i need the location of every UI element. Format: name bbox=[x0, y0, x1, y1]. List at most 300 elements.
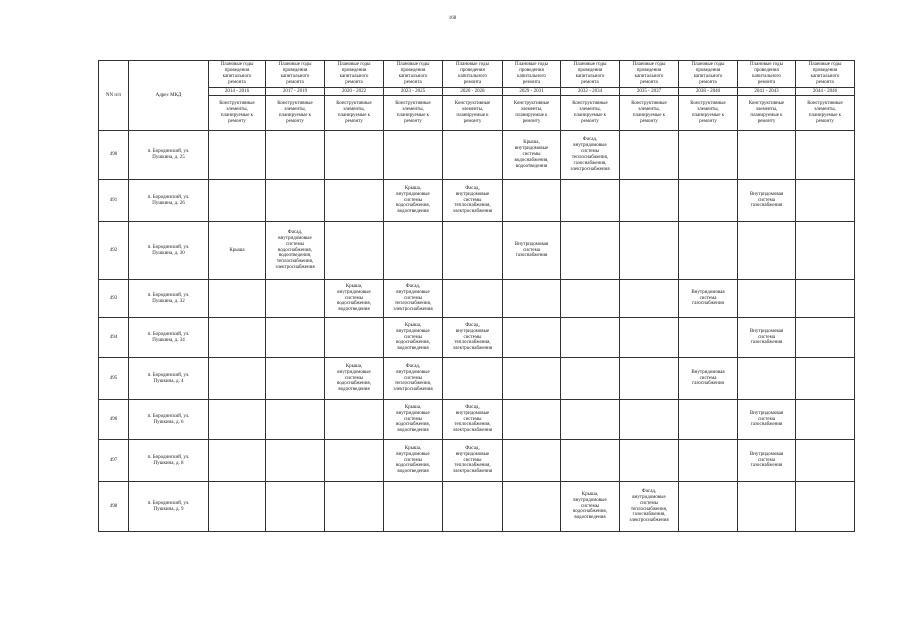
elements-header-cell bbox=[325, 96, 384, 131]
page-number: 168 bbox=[448, 16, 457, 21]
repair-element-line: Крыша, bbox=[523, 140, 540, 146]
elements-header-line: планируемые к bbox=[691, 113, 725, 118]
repair-element-line: водоотведения bbox=[397, 469, 429, 475]
repair-element-line: Внутридомовая bbox=[514, 241, 549, 247]
repair-elements-cell bbox=[266, 440, 325, 482]
repair-elements-cell bbox=[561, 222, 620, 280]
period-title-line: ремонта bbox=[816, 79, 834, 85]
repair-element-line: водоотведения bbox=[397, 209, 429, 215]
row-number: 496 bbox=[99, 400, 129, 440]
repair-elements-cell bbox=[325, 222, 384, 280]
table-row bbox=[99, 400, 855, 440]
repair-elements-cell bbox=[620, 318, 679, 358]
elements-header-line: ремонту bbox=[581, 118, 599, 124]
repair-elements-cell bbox=[209, 400, 266, 440]
elements-header-line: ремонту bbox=[757, 118, 776, 124]
repair-elements-cell bbox=[443, 222, 503, 280]
repair-elements-cell bbox=[384, 180, 443, 222]
elements-header-line: ремонту bbox=[699, 118, 717, 124]
period-title-line: проведения bbox=[224, 68, 250, 74]
repair-elements-cell bbox=[443, 400, 503, 440]
elements-header-line: планируемые к bbox=[632, 113, 666, 118]
period-years-cell: 2035 - 2037 bbox=[620, 88, 679, 96]
period-title-line: проведения bbox=[754, 68, 779, 74]
address-line: Пушкина, д. 26 bbox=[152, 200, 185, 206]
repair-elements-cell bbox=[325, 482, 384, 532]
elements-header-cell bbox=[796, 96, 855, 131]
row-address bbox=[129, 400, 209, 440]
repair-elements-cell bbox=[620, 180, 679, 222]
repair-element-line: системы bbox=[344, 295, 364, 301]
row-number: 491 bbox=[99, 180, 129, 222]
repair-element-line: внутридомовые bbox=[455, 410, 490, 416]
repair-element-line: Фасад, bbox=[465, 404, 480, 410]
repair-element-line: водоснабжения, bbox=[337, 381, 371, 387]
repair-element-line: Крыша, bbox=[404, 322, 422, 328]
address-line: Пушкина, д. 25 bbox=[152, 155, 185, 160]
row-address bbox=[129, 280, 209, 318]
repair-elements-cell bbox=[325, 440, 384, 482]
repair-elements-cell bbox=[503, 180, 561, 222]
repair-element-line: внутридомовые bbox=[455, 451, 490, 457]
period-years-cell: 2014 - 2016 bbox=[209, 88, 266, 96]
elements-header-line: планируемые к bbox=[515, 113, 548, 118]
period-years-cell: 2020 - 2022 bbox=[325, 88, 384, 96]
period-title-line: ремонта bbox=[581, 79, 599, 85]
repair-element-line: электроснабжения bbox=[570, 166, 610, 172]
repair-element-line: газоснабжения bbox=[750, 340, 783, 346]
elements-header-line: элементы, bbox=[814, 107, 836, 113]
repair-elements-cell bbox=[796, 440, 855, 482]
repair-elements-cell bbox=[796, 180, 855, 222]
repair-elements-cell bbox=[384, 131, 443, 180]
period-title-line: Плановые годы bbox=[396, 62, 430, 68]
repair-elements-cell bbox=[503, 222, 561, 280]
address-line: п. Бородинский, ул. bbox=[147, 292, 190, 298]
repair-element-line: водоснабжения, bbox=[396, 340, 430, 346]
repair-element-line: Внутридомовая bbox=[749, 328, 784, 334]
repair-elements-cell bbox=[738, 482, 796, 532]
repair-element-line: газоснабжения bbox=[692, 301, 724, 307]
repair-element-line: водоснабжения, bbox=[337, 301, 371, 307]
repair-element-line: Фасад, bbox=[287, 229, 303, 235]
repair-elements-cell bbox=[620, 222, 679, 280]
elements-header-line: элементы, bbox=[638, 107, 660, 113]
repair-element-line: Фасад, bbox=[641, 488, 657, 494]
repair-element-line: водоснабжения, bbox=[396, 463, 430, 469]
repair-elements-cell bbox=[620, 358, 679, 400]
repair-element-line: Крыша, bbox=[345, 363, 363, 369]
elements-header-cell bbox=[679, 96, 738, 131]
repair-element-line: внутридомовые bbox=[337, 369, 371, 375]
address-line: п. Бородинский, ул. bbox=[147, 194, 190, 200]
elements-header-line: Конструктивные bbox=[690, 101, 726, 107]
repair-elements-cell bbox=[209, 180, 266, 222]
repair-elements-cell bbox=[209, 482, 266, 532]
repair-element-line: Крыша, bbox=[404, 404, 422, 410]
repair-element-line: системы bbox=[285, 241, 305, 247]
repair-element-line: Крыша bbox=[229, 247, 245, 253]
repair-element-line: Внутридомовая bbox=[691, 369, 725, 375]
period-title-line: капитального bbox=[634, 74, 664, 79]
repair-element-line: системы bbox=[344, 375, 364, 381]
repair-element-line: Фасад, bbox=[465, 445, 480, 451]
address-line: п. Бородинский, ул. bbox=[147, 413, 190, 419]
repair-element-line: электроснабжения bbox=[275, 265, 315, 271]
period-title-line: Плановые годы bbox=[632, 62, 666, 68]
elements-header-cell bbox=[209, 96, 266, 131]
repair-element-line: электроснабжения bbox=[452, 428, 493, 434]
period-title-line: ремонта bbox=[345, 79, 363, 85]
repair-elements-cell bbox=[384, 318, 443, 358]
elements-header-cell bbox=[384, 96, 443, 131]
repair-element-line: системы bbox=[580, 149, 600, 155]
repair-elements-cell bbox=[443, 318, 503, 358]
repair-element-line: система bbox=[758, 457, 775, 463]
repair-elements-cell bbox=[620, 400, 679, 440]
header-row-period-years bbox=[99, 88, 855, 96]
address-line: Пушкина, д. 9 bbox=[153, 506, 184, 512]
repair-element-line: теплоснабжения, bbox=[454, 203, 491, 209]
repair-element-line: внутридомовые bbox=[396, 451, 430, 457]
repair-element-line: теплоснабжения, bbox=[630, 506, 668, 512]
repair-elements-cell bbox=[443, 482, 503, 532]
repair-elements-cell bbox=[384, 440, 443, 482]
repair-element-line: системы bbox=[403, 334, 423, 340]
repair-elements-cell bbox=[561, 482, 620, 532]
repair-elements-cell bbox=[679, 131, 738, 180]
period-title-cell bbox=[561, 61, 620, 88]
repair-elements-cell bbox=[503, 358, 561, 400]
address-line: п. Бородинский, ул. bbox=[147, 331, 190, 337]
repair-elements-cell bbox=[796, 318, 855, 358]
repair-element-line: Крыша, bbox=[345, 283, 363, 289]
period-title-cell bbox=[209, 61, 266, 88]
repair-element-line: Внутридомовая bbox=[749, 451, 784, 457]
repair-element-line: Фасад, bbox=[405, 363, 421, 369]
period-years-cell: 2026 - 2028 bbox=[443, 88, 503, 96]
address-line: Пушкина, д. 6 bbox=[153, 419, 184, 425]
address-line: п. Бородинский, ул. bbox=[147, 500, 190, 506]
elements-header-line: ремонту bbox=[404, 118, 422, 124]
elements-header-line: ремонту bbox=[463, 118, 482, 124]
repair-elements-cell bbox=[738, 180, 796, 222]
period-title-line: проведения bbox=[577, 68, 603, 74]
repair-elements-cell bbox=[384, 222, 443, 280]
period-title-line: проведения bbox=[695, 68, 721, 74]
period-title-line: Плановые годы bbox=[691, 62, 725, 68]
repair-element-line: системы bbox=[463, 457, 482, 463]
repair-element-line: система bbox=[523, 247, 540, 253]
address-line: Пушкина, д. 32 bbox=[152, 298, 185, 304]
period-title-cell bbox=[384, 61, 443, 88]
period-title-line: капитального bbox=[398, 74, 428, 79]
row-address bbox=[129, 222, 209, 280]
repair-elements-cell bbox=[209, 440, 266, 482]
period-years-cell: 2017 - 2019 bbox=[266, 88, 325, 96]
elements-header-cell bbox=[620, 96, 679, 131]
period-title-line: капитального bbox=[458, 74, 487, 79]
elements-header-cell bbox=[266, 96, 325, 131]
period-title-line: капитального bbox=[810, 74, 840, 79]
repair-elements-cell bbox=[738, 131, 796, 180]
row-number: 494 bbox=[99, 318, 129, 358]
elements-header-line: Конструктивные bbox=[807, 101, 843, 107]
repair-element-line: газоснабжения bbox=[750, 463, 783, 469]
period-title-line: проведения bbox=[341, 68, 367, 74]
repair-elements-cell bbox=[679, 358, 738, 400]
repair-elements-cell bbox=[503, 482, 561, 532]
repair-element-line: Внутридомовая bbox=[749, 410, 784, 416]
elements-header-line: ремонту bbox=[640, 118, 658, 124]
repair-element-line: теплоснабжения, bbox=[454, 422, 491, 428]
elements-header-line: элементы, bbox=[697, 107, 719, 113]
repair-elements-cell bbox=[561, 131, 620, 180]
repair-element-line: система bbox=[699, 375, 717, 381]
repair-elements-cell bbox=[384, 400, 443, 440]
table-row bbox=[99, 318, 855, 358]
repair-elements-cell bbox=[679, 280, 738, 318]
elements-header-line: планируемые к bbox=[337, 113, 371, 118]
repair-elements-cell bbox=[561, 358, 620, 400]
repair-element-line: внутридомовые bbox=[514, 146, 549, 152]
period-title-line: проведения bbox=[460, 68, 485, 74]
repair-element-line: внутридомовые bbox=[632, 494, 666, 500]
repair-elements-cell bbox=[796, 358, 855, 400]
repair-elements-cell bbox=[325, 358, 384, 400]
header-row-period-titles bbox=[99, 61, 855, 88]
elements-header-line: Конструктивные bbox=[631, 101, 667, 107]
repair-element-line: электроснабжения bbox=[393, 387, 433, 393]
row-address bbox=[129, 318, 209, 358]
repair-elements-cell bbox=[679, 180, 738, 222]
repair-element-line: системы bbox=[522, 152, 541, 158]
address-line: п. Бородинский, ул. bbox=[147, 372, 190, 378]
elements-header-cell bbox=[738, 96, 796, 131]
address-line: п. Бородинский, ул. bbox=[147, 149, 190, 155]
elements-header-line: Конструктивные bbox=[395, 101, 431, 107]
repair-elements-cell bbox=[209, 318, 266, 358]
elements-header-line: элементы, bbox=[343, 107, 365, 113]
repair-elements-cell bbox=[325, 280, 384, 318]
repair-elements-cell bbox=[384, 280, 443, 318]
repair-element-line: электроснабжения bbox=[393, 307, 433, 313]
period-title-line: Плановые годы bbox=[515, 62, 548, 68]
repair-elements-cell bbox=[796, 131, 855, 180]
repair-elements-cell bbox=[620, 440, 679, 482]
repair-element-line: внутридомовые bbox=[396, 369, 430, 375]
repair-element-line: теплоснабжения, bbox=[276, 259, 314, 265]
row-address bbox=[129, 358, 209, 400]
repair-element-line: внутридомовые bbox=[573, 143, 607, 149]
repair-element-line: системы bbox=[403, 375, 423, 381]
repair-element-line: теплоснабжения, bbox=[454, 340, 491, 346]
repair-element-line: Фасад, bbox=[405, 283, 421, 289]
row-address bbox=[129, 180, 209, 222]
period-title-line: ремонта bbox=[699, 79, 717, 85]
repair-elements-cell bbox=[620, 280, 679, 318]
repair-element-line: теплоснабжения, bbox=[394, 381, 432, 387]
repair-elements-cell bbox=[561, 440, 620, 482]
table-row bbox=[99, 358, 855, 400]
repair-element-line: электроснабжения bbox=[452, 346, 493, 352]
period-title-line: проведения bbox=[519, 68, 544, 74]
repair-element-line: водоотведения bbox=[397, 346, 429, 352]
period-title-cell bbox=[620, 61, 679, 88]
repair-element-line: системы bbox=[403, 457, 423, 463]
elements-header-line: Конструктивные bbox=[572, 101, 608, 107]
repair-elements-cell bbox=[679, 318, 738, 358]
period-title-line: Плановые годы bbox=[220, 62, 254, 68]
elements-header-cell bbox=[443, 96, 503, 131]
repair-elements-cell bbox=[738, 280, 796, 318]
repair-element-line: внутридомовые bbox=[278, 235, 312, 241]
period-years-cell: 2044 - 2046 bbox=[796, 88, 855, 96]
repair-elements-cell bbox=[443, 358, 503, 400]
period-title-cell bbox=[443, 61, 503, 88]
repair-element-line: Крыша, bbox=[581, 491, 599, 497]
repair-element-line: Фасад, bbox=[465, 185, 480, 191]
period-title-line: Плановые годы bbox=[278, 62, 312, 68]
repair-elements-cell bbox=[796, 222, 855, 280]
period-title-line: ремонта bbox=[640, 79, 658, 85]
repair-element-line: теплоснабжения, bbox=[454, 463, 491, 469]
repair-elements-cell bbox=[561, 180, 620, 222]
repair-elements-cell bbox=[325, 400, 384, 440]
repair-elements-cell bbox=[796, 280, 855, 318]
repair-element-line: водоснабжения, bbox=[396, 203, 430, 209]
repair-elements-cell bbox=[796, 482, 855, 532]
repair-element-line: Крыша, bbox=[404, 185, 422, 191]
elements-header-line: элементы, bbox=[284, 107, 306, 113]
period-title-line: капитального bbox=[575, 74, 605, 79]
repair-element-line: система bbox=[699, 295, 717, 301]
repair-elements-cell bbox=[503, 318, 561, 358]
elements-header-line: ремонту bbox=[228, 118, 246, 124]
period-title-line: проведения bbox=[636, 68, 662, 74]
table-row bbox=[99, 131, 855, 180]
elements-header-line: планируемые к bbox=[396, 113, 430, 118]
period-title-line: ремонта bbox=[463, 79, 482, 85]
repair-elements-cell bbox=[679, 482, 738, 532]
elements-header-line: элементы, bbox=[520, 107, 543, 113]
table-row bbox=[99, 440, 855, 482]
elements-header-line: ремонту bbox=[816, 118, 834, 124]
repair-element-line: системы bbox=[463, 416, 482, 422]
elements-header-line: элементы, bbox=[226, 107, 248, 113]
elements-header-line: ремонту bbox=[522, 118, 541, 124]
period-title-line: капитального bbox=[693, 74, 723, 79]
period-years-cell: 2041 - 2043 bbox=[738, 88, 796, 96]
period-title-line: проведения bbox=[282, 68, 308, 74]
table-row bbox=[99, 280, 855, 318]
period-title-cell bbox=[679, 61, 738, 88]
repair-element-line: Внутридомовая bbox=[691, 289, 725, 295]
table-body bbox=[99, 61, 855, 532]
period-title-line: Плановые годы bbox=[456, 62, 489, 68]
repair-elements-cell bbox=[443, 180, 503, 222]
elements-header-line: элементы, bbox=[755, 107, 778, 113]
elements-header-line: планируемые к bbox=[808, 113, 842, 118]
repair-element-line: внутридомовые bbox=[396, 289, 430, 295]
period-title-cell bbox=[796, 61, 855, 88]
repair-element-line: теплоснабжения, bbox=[394, 301, 432, 307]
repair-elements-cell bbox=[266, 131, 325, 180]
period-years-cell: 2023 - 2025 bbox=[384, 88, 443, 96]
repair-element-line: системы bbox=[403, 295, 423, 301]
repair-element-line: газоснабжения bbox=[750, 203, 783, 209]
repair-element-line: газоснабжения bbox=[750, 422, 783, 428]
repair-elements-cell bbox=[325, 180, 384, 222]
repair-element-line: Фасад, bbox=[465, 322, 480, 328]
period-title-line: ремонта bbox=[404, 79, 422, 85]
address-line: п. Бородинский, ул. bbox=[147, 454, 190, 460]
repair-element-line: система bbox=[758, 334, 775, 340]
repair-element-line: внутридомовые bbox=[396, 191, 430, 197]
repair-elements-cell bbox=[679, 440, 738, 482]
repair-element-line: водоотведения bbox=[574, 515, 606, 521]
elements-header-line: Конструктивные bbox=[513, 101, 550, 107]
repair-elements-cell bbox=[679, 222, 738, 280]
repair-element-line: газоснабжения bbox=[692, 381, 724, 387]
repair-elements-cell bbox=[443, 131, 503, 180]
repair-element-line: электроснабжения bbox=[452, 209, 493, 215]
repair-elements-cell bbox=[738, 400, 796, 440]
repair-element-line: Внутридомовая bbox=[749, 191, 784, 197]
period-title-line: капитального bbox=[752, 74, 781, 79]
elements-header-line: планируемые к bbox=[456, 113, 489, 118]
elements-header-line: Конструктивные bbox=[454, 101, 491, 107]
repair-element-line: водоотведения bbox=[338, 307, 370, 313]
row-number: 495 bbox=[99, 358, 129, 400]
repair-element-line: электроснабжения bbox=[452, 469, 493, 475]
period-years-cell: 2029 - 2031 bbox=[503, 88, 561, 96]
period-title-line: капитального bbox=[280, 74, 310, 79]
elements-header-line: планируемые к bbox=[278, 113, 312, 118]
repair-element-line: система bbox=[758, 197, 775, 203]
repair-element-line: Крыша, bbox=[404, 445, 422, 451]
repair-element-line: Фасад, bbox=[582, 137, 598, 143]
row-address bbox=[129, 482, 209, 532]
period-title-cell bbox=[266, 61, 325, 88]
repair-element-line: водоснабжения, bbox=[514, 157, 549, 163]
table-row bbox=[99, 222, 855, 280]
period-title-line: ремонта bbox=[522, 79, 541, 85]
repair-elements-cell bbox=[384, 482, 443, 532]
table-row bbox=[99, 482, 855, 532]
repair-element-line: газоснабжения, bbox=[573, 160, 607, 166]
elements-header-line: элементы, bbox=[579, 107, 601, 113]
repair-elements-cell bbox=[209, 222, 266, 280]
repair-element-line: водоснабжения, bbox=[573, 509, 607, 515]
address-line: п. Бородинский, ул. bbox=[147, 244, 190, 250]
elements-header-line: ремонту bbox=[286, 118, 304, 124]
repair-elements-cell bbox=[443, 280, 503, 318]
period-title-line: ремонта bbox=[228, 79, 246, 85]
repair-elements-cell bbox=[738, 440, 796, 482]
repair-elements-cell bbox=[266, 280, 325, 318]
repair-element-line: водоотведения bbox=[515, 163, 548, 169]
repair-elements-cell bbox=[325, 318, 384, 358]
repair-element-line: системы bbox=[403, 416, 423, 422]
period-title-line: капитального bbox=[222, 74, 252, 79]
elements-header-line: планируемые к bbox=[750, 113, 783, 118]
repair-elements-cell bbox=[266, 358, 325, 400]
repair-elements-cell bbox=[561, 280, 620, 318]
address-line: Пушкина, д. 4 bbox=[153, 378, 184, 384]
repair-element-line: водоотведения bbox=[397, 428, 429, 434]
repair-elements-cell bbox=[266, 180, 325, 222]
